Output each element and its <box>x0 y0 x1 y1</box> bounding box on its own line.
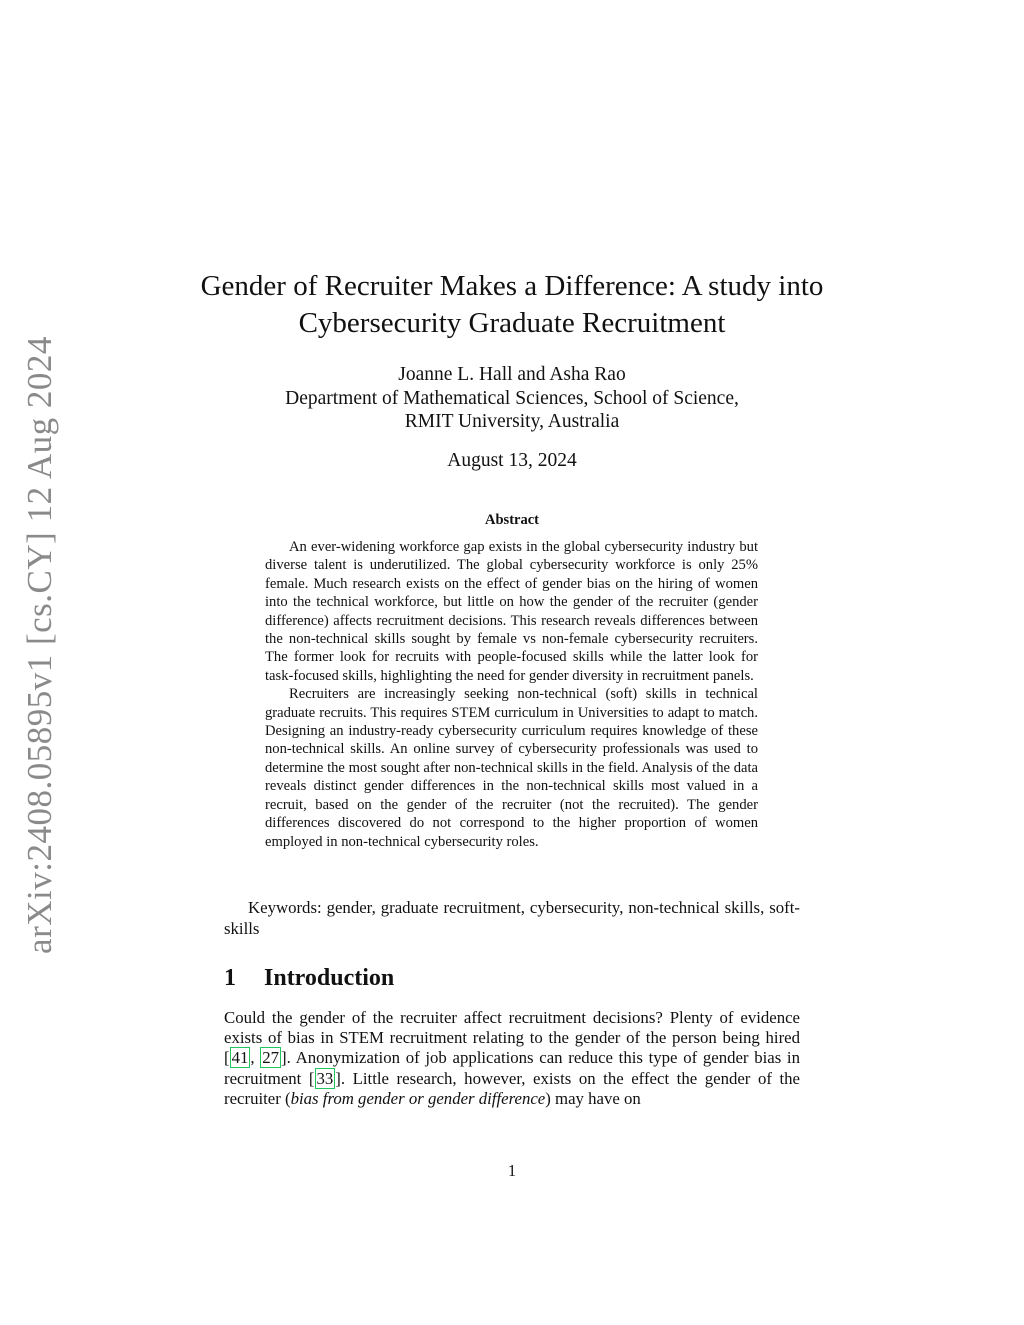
introduction-paragraph <box>224 1008 800 1109</box>
page-number: 1 <box>507 1161 517 1180</box>
abstract-paragraph-2: Recruiters are increasingly seeking non-technical (soft) skills in technical graduate recruits. This requires STEM curriculum in Universities to adapt to match. Designing an industry-ready cybersecurity curriculum requires knowledge of these non-technical skills. An online survey of cybersecurity professionals was used to determine the most sought after non-technical skills in the field. Analysis of the data reveals distinct gender differences in the non-technical skills most valued in a recruit, based on the gender of the recruiter (not the recruited). The gender differences discovered do not correspond to the higher proportion of women employed in non-technical cybersecurity roles. <box>265 686 758 850</box>
intro-text-3: ]. Little research, however, exists on the effect the gender of the recruiter ( <box>224 1068 800 1108</box>
publication-date: August 13, 2024 <box>447 450 577 471</box>
citation-link-33[interactable]: 33 <box>316 1068 334 1088</box>
paper-title: Gender of Recruiter Makes a Difference: A study into Cybersecurity Graduate Recruitment <box>200 270 824 339</box>
abstract-paragraph-1: An ever-widening workforce gap exists in the global cybersecurity industry but diverse talent is underutilized. The global cybersecurity workforce is only 25% female. Much research exists on the effect of gender bias on the hiring of women into the technical workforce, but little on how the gender of the recruiter (gender difference) affects recruitment decisions. This research reveals differences between the non-technical skills sought by female vs non-female cybersecurity recruiters. The former look for recruits with people-focused skills while the latter look for task-focused skills, highlighting the need for gender diversity in recruitment panels. <box>265 539 758 684</box>
intro-text-2: ]. Anonymization of job applications can reduce this type of gender bias in recruitment [ <box>224 1048 800 1088</box>
affiliation-line-2: RMIT University, Australia <box>404 411 620 432</box>
introduction-body <box>224 1008 800 1109</box>
citation-link-41[interactable]: 41 <box>231 1048 249 1068</box>
abstract-heading: Abstract <box>485 512 539 528</box>
section-title: Introduction <box>264 965 395 991</box>
citation-separator: , <box>250 1048 261 1068</box>
author-names: Joanne L. Hall and Asha Rao <box>398 364 626 385</box>
keywords: Keywords: gender, graduate recruitment, cybersecurity, non-technical skills, soft-skills <box>224 898 800 938</box>
section-heading-introduction <box>224 962 394 994</box>
author-block <box>200 363 824 434</box>
arxiv-identifier-stamp: arXiv:2408.05895v1 [cs.CY] 12 Aug 2024 <box>20 336 59 954</box>
affiliation-line-1: Department of Mathematical Sciences, School of Science, <box>285 387 739 409</box>
section-number: 1 <box>224 965 236 991</box>
intro-text-1: Could the gender of the recruiter affect recruitment decisions? Plenty of evidence exists of bias in STEM recruitment relating to the gender of the person being hired [ <box>224 1008 800 1068</box>
intro-text-4: ) may have on <box>545 1088 641 1108</box>
intro-italic-phrase: bias from gender or gender difference <box>290 1088 546 1108</box>
abstract-body <box>265 538 758 851</box>
citation-link-27[interactable]: 27 <box>262 1048 280 1068</box>
